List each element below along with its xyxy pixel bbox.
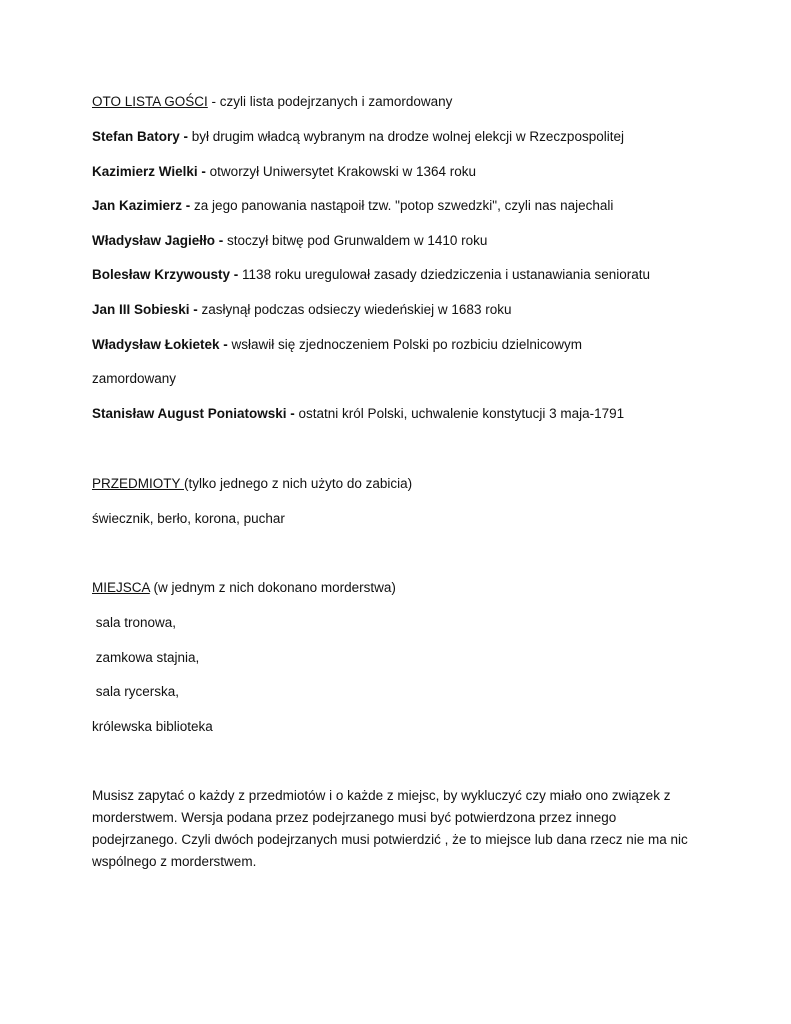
place-item: sala rycerska, [92, 684, 180, 699]
guest-name: Bolesław Krzywousty - [92, 267, 239, 282]
objects-heading-underlined: PRZEDMIOTY [92, 476, 185, 491]
guests-heading-rest: - czyli lista podejrzanych i zamordowany [207, 94, 453, 109]
victim-description: ostatni król Polski, uchwalenie konstytucji 3 maja-1791 [294, 406, 625, 421]
guest-line [92, 197, 613, 215]
place-item: królewska biblioteka [92, 719, 213, 734]
guest-name: Stefan Batory - [92, 129, 189, 144]
murdered-label: zamordowany [92, 371, 177, 386]
guest-line [92, 336, 582, 354]
guest-name: Władysław Jagiełło - [92, 233, 224, 248]
guest-line [92, 232, 487, 250]
guest-description: zasłynął podczas odsieczy wiedeńskiej w 1683 roku [197, 302, 512, 317]
places-heading-underlined: MIEJSCA [92, 580, 150, 595]
guest-description: 1138 roku uregulował zasady dziedziczenia i ustanawiania senioratu [238, 267, 651, 282]
guests-heading-underlined: OTO LISTA GOŚCI [92, 94, 208, 109]
instructions-paragraph: Musisz zapytać o każdy z przedmiotów i o każde z miejsc, by wykluczyć czy miało ono związek z morderstwem. Wersja podana przez podejrzanego musi być potwierdzona przez innego podejrzanego. Czyli dwóch podejrzanych musi potwierdzić , że to miejsce lub dana rzecz nie ma nic wspólnego z morderstwem. [92, 788, 688, 869]
victim-line [92, 405, 624, 423]
victim-name: Stanisław August Poniatowski - [92, 406, 295, 421]
guest-description: wsławił się zjednoczeniem Polski po rozbiciu dzielnicowym [227, 337, 582, 352]
places-heading [92, 579, 396, 597]
guest-description: otworzył Uniwersytet Krakowski w 1364 roku [205, 164, 477, 179]
guest-name: Jan III Sobieski - [92, 302, 198, 317]
guest-name: Władysław Łokietek - [92, 337, 228, 352]
objects-heading-rest: (tylko jednego z nich użyto do zabicia) [184, 476, 413, 491]
guest-description: był drugim władcą wybranym na drodze wolnej elekcji w Rzeczpospolitej [188, 129, 624, 144]
guest-name: Kazimierz Wielki - [92, 164, 206, 179]
guest-description: za jego panowania nastąpoił tzw. "potop szwedzki", czyli nas najechali [190, 198, 614, 213]
objects-heading [92, 475, 412, 493]
guest-line [92, 128, 624, 146]
guest-description: stoczył bitwę pod Grunwaldem w 1410 roku [223, 233, 488, 248]
guest-line [92, 301, 511, 319]
place-item: zamkowa stajnia, [92, 650, 200, 665]
objects-list: świecznik, berło, korona, puchar [92, 511, 285, 526]
guest-line [92, 266, 650, 284]
guest-name: Jan Kazimierz - [92, 198, 191, 213]
place-item: sala tronowa, [92, 615, 177, 630]
guests-heading [92, 93, 452, 111]
guest-line [92, 163, 476, 181]
places-heading-rest: (w jednym z nich dokonano morderstwa) [149, 580, 396, 595]
